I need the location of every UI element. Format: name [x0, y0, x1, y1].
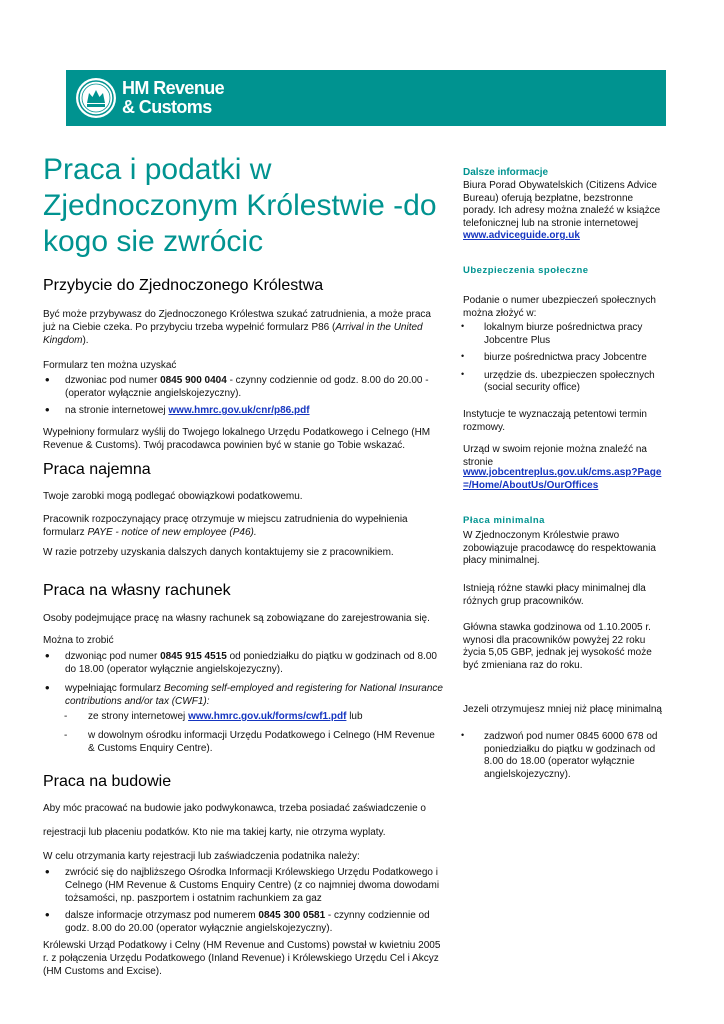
list-item: • dzwoniąc pod numer 0845 915 4515 od poniedziałku do piątku w godzinach od 8.00 do 18.00 (operator wyłącznie angielskojezyczny). [43, 650, 443, 676]
min-wage-p2: Istnieją różne stawki płacy minimalnej dla różnych grup pracowników. [463, 583, 646, 607]
jobcentre-link[interactable]: www.jobcentreplus.gov.uk/cms.asp?Page=/Home/AboutUs/OurOffices [463, 467, 662, 491]
list-item: • dzwoniac pod numer 0845 900 0404 - czynny codziennie od godz. 8.00 do 20.00 - (operator wyłącznie angielskojezyczny). [43, 374, 443, 400]
min-wage-p1: W Zjednoczonym Królestwie prawo zobowiązuje pracodawcę do respektowania płacy minimalnej. [463, 530, 656, 566]
employment-p1: Twoje zarobki mogą podlegać obowiązkowi podatkowemu. [43, 491, 303, 502]
construction-p1-line2: rejestracji lub płaceniu podatków. Kto nie ma takiej karty, nie otrzyma wyplaty. [43, 827, 386, 838]
header-banner [66, 70, 666, 126]
cwf1-link[interactable]: www.hmrc.gov.uk/forms/cwf1.pdf [188, 711, 347, 722]
crown-logo-icon [76, 78, 116, 118]
list-item: - ze strony internetowej www.hmrc.gov.uk/forms/cwf1.pdf lub [62, 710, 442, 723]
page-title: Praca i podatki w Zjednoczonym Królestwie -do kogo sie zwrócic [43, 153, 437, 258]
arrival-paragraph: Być może przybywasz do Zjednoczonego Królestwa szukać zatrudnienia, a może praca już na Ciebie czeka. Po przybyciu trzeba wypełnić formularz P86 (Arrival in the United Kingdom). [43, 309, 431, 346]
construction-p2: W celu otrzymania karty rejestracji lub zaświadczenia podatnika należy: [43, 851, 360, 862]
list-item: • lokalnym biurze pośrednictwa pracy Jobcentre Plus [463, 322, 663, 347]
brand-line-1: HM Revenue [122, 78, 225, 98]
self-employed-options-list [43, 650, 443, 712]
arrival-options-list [43, 374, 443, 421]
cab-paragraph: Biura Porad Obywatelskich (Citizens Advice Bureau) oferują bezpłatne, bezstronne porady. Ich adresy można znaleźć w książce telefonicznej lub na stronie internetowej www.adviceguide.org.uk [463, 180, 661, 241]
brand-name [122, 79, 224, 117]
list-item: • dalsze informacje otrzymasz pod numerem 0845 300 0581 - czynny codziennie od godz. 8.00 do 20.00 (operator wyłącznie angielskojezyczny). [43, 909, 443, 935]
brand-line-2: & Customs [122, 97, 212, 117]
form-submit-paragraph: Wypełniony formularz wyślij do Twojego lokalnego Urzędu Podatkowego i Celnego (HM Revenue & Customs). Twój pracodawca powinien być w stanie go Tobie wskazać. [43, 427, 431, 451]
section-heading-employment: Praca najemna [43, 461, 151, 478]
jobcentre-link-container [463, 467, 663, 492]
list-item: - w dowolnym ośrodku informacji Urzędu Podatkowego i Celnego (HM Revenue & Customs Enquiry Centre). [62, 729, 442, 755]
interview-text: Instytucje te wyznaczają petentowi termin rozmowy. [463, 409, 647, 433]
self-employed-p1: Osoby podejmujące pracę na własny rachunek są zobowiązane do zarejestrowania się. [43, 613, 430, 624]
list-item: • zwrócić się do najbliższego Ośrodka Informacji Królewskiego Urzędu Podatkowego i Celnego (HM Revenue & Customs Enquiry Centre) (z co najmniej dwoma dowodami tożsamości, np. paszportem i ostatnim rachunkiem za gaz [43, 866, 443, 905]
list-item: • wypełniając formularz Becoming self-employed and registering for National Insurance contributions and/or tax (CWF1): [43, 682, 443, 708]
list-item: • urzędzie ds. ubezpieczen społecznych (social security office) [463, 370, 663, 395]
min-wage-p4: Jezeli otrzymujesz mniej niż płacę minimalną [463, 704, 662, 715]
min-wage-p3: Główna stawka godzinowa od 1.10.2005 r. wynosi dla pracowników powyżej 22 roku życia 5,05 GBP, jednak jej wysokość może być zmieniana raz do roku. [463, 622, 652, 671]
employment-p3: W razie potrzeby uzyskania dalszych danych kontaktujemy sie z pracownikiem. [43, 547, 394, 558]
section-heading-construction: Praca na budowie [43, 773, 172, 790]
cwf1-options-list [62, 710, 442, 761]
ni-offices-list [463, 322, 663, 400]
ni-application-text: Podanie o numer ubezpieczeń społecznych można złożyć w: [463, 295, 656, 319]
self-employed-p2: Można to zrobić [43, 635, 114, 646]
sidebar-heading-more-info: Dalsze informacje [463, 167, 549, 178]
adviceguide-link[interactable]: www.adviceguide.org.uk [463, 230, 580, 241]
construction-options-list [43, 866, 443, 939]
list-item: • biurze pośrednictwa pracy Jobcentre [463, 352, 663, 365]
hmrc-history-paragraph: Królewski Urząd Podatkowy i Celny (HM Revenue and Customs) powstał w kwietniu 2005 r. z połączenia Urzędu Podatkowego (Inland Revenue) i Królewskiego Urzędu Cel i Akcyz (HM Customs and Excise). [43, 940, 441, 977]
p86-link[interactable]: www.hmrc.gov.uk/cnr/p86.pdf [168, 405, 310, 416]
find-office-text: Urząd w swoim rejonie można znaleźć na stronie [463, 444, 647, 468]
min-wage-contact-list [463, 731, 663, 786]
list-item: • zadzwoń pod numer 0845 6000 678 od poniedziałku do piątku w godzinach od 8.00 do 18.00 (operator wyłącznie angielskojezyczny). [463, 731, 663, 781]
list-item: • na stronie internetowej www.hmrc.gov.uk/cnr/p86.pdf [43, 404, 443, 417]
sidebar-heading-minimum-wage: Płaca minimalna [463, 515, 545, 526]
employment-p2: Pracownik rozpoczynający pracę otrzymuje w miejscu zatrudnienia do wypełnienia formularz PAYE - notice of new employee (P46). [43, 514, 408, 538]
form-obtain-text: Formularz ten można uzyskać [43, 360, 177, 371]
construction-p1-line1: Aby móc pracować na budowie jako podwykonawca, trzeba posiadać zaświadczenie o [43, 803, 426, 814]
sidebar-heading-social-security: Ubezpieczenia społeczne [463, 265, 589, 276]
section-heading-arrival: Przybycie do Zjednoczonego Królestwa [43, 277, 324, 294]
section-heading-self-employed: Praca na własny rachunek [43, 582, 231, 599]
